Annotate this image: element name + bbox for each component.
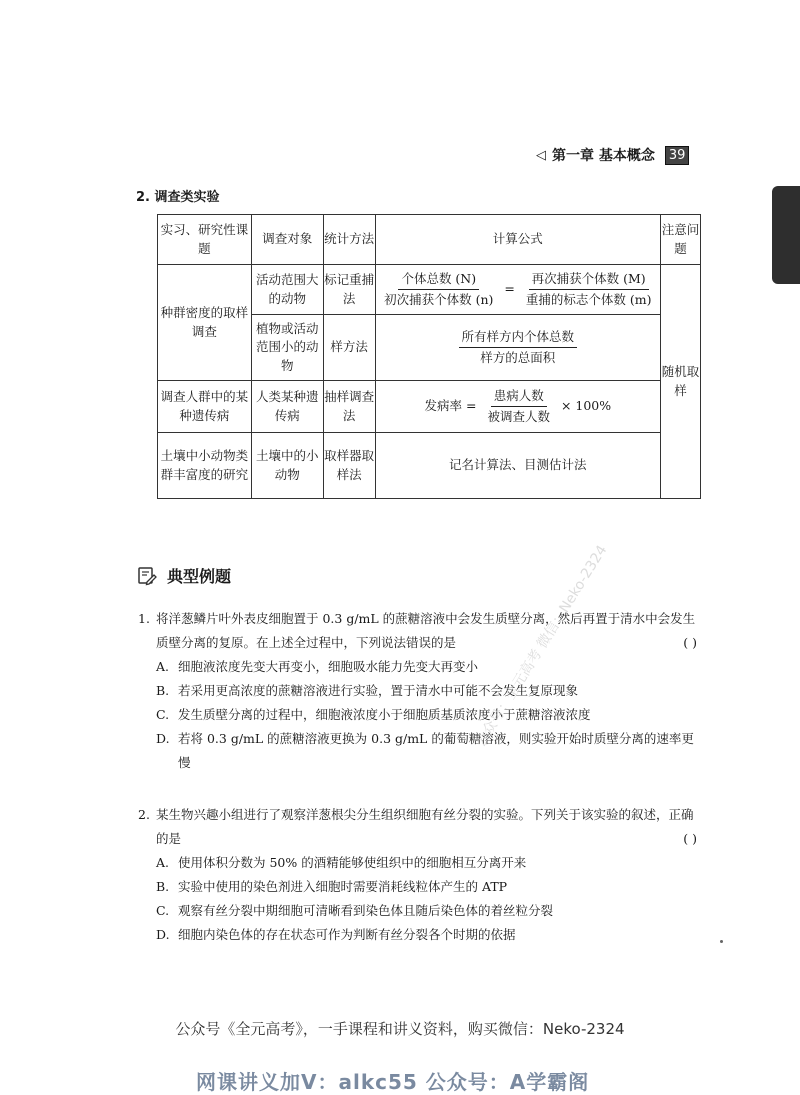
question-2-option-c: C. 观察有丝分裂中期细胞可清晰看到染色体且随后染色体的着丝粒分裂 — [156, 903, 554, 918]
formula-incidence-numerator: 患病人数 — [491, 387, 547, 407]
question-2-answer-blank: ( ) — [683, 831, 697, 846]
object-large-animals: 活动范围大的动物 — [251, 265, 323, 315]
topic-genetic-disease: 调查人群中的某种遗传病 — [158, 381, 252, 433]
footer-note: 公众号《全元高考》，一手课程和讲义资料，购买微信：Neko-2324 — [175, 1020, 625, 1038]
header-note: 注意问题 — [661, 215, 701, 265]
formula-richness: 记名计算法、目测估计法 — [375, 433, 660, 499]
question-2-stem: 某生物兴趣小组进行了观察洋葱根尖分生组织细胞有丝分裂的实验。下列关于该实验的叙述，正确的是 — [156, 807, 694, 846]
pencil-note-icon — [137, 566, 157, 586]
note-random-sampling: 随机取样 — [661, 265, 701, 499]
object-genetic-disease: 人类某种遗传病 — [251, 381, 323, 433]
examples-title: 典型例题 — [167, 567, 232, 586]
page-number: 39 — [665, 146, 690, 165]
formula-incidence-prefix: 发病率 = — [424, 398, 477, 414]
topic-soil-animals: 土壤中小动物类群丰富度的研究 — [158, 433, 252, 499]
question-2-option-d: D. 细胞内染色体的存在状态可作为判断有丝分裂各个时期的依据 — [156, 927, 516, 942]
formula-a-right-numerator: 再次捕获个体数 (M) — [529, 270, 649, 290]
question-2-option-a: A. 使用体积分数为 50% 的酒精能够使组织中的细胞相互分离开来 — [156, 855, 527, 870]
formula-incidence-suffix: × 100% — [560, 398, 612, 414]
formula-incidence — [375, 381, 660, 433]
method-quadrat: 样方法 — [323, 315, 375, 381]
question-1-option-d: D. 若将 0.3 g/mL 的蔗糖溶液更换为 0.3 g/mL 的葡萄糖溶液，则实验开始时质壁分离的速率更慢 — [156, 731, 694, 770]
triangle-icon: ◁ — [536, 147, 546, 163]
topic-population-density: 种群密度的取样调查 — [158, 265, 252, 381]
object-soil-animals: 土壤中的小动物 — [251, 433, 323, 499]
formula-incidence-denominator: 被调查人数 — [487, 409, 550, 424]
question-2-option-b: B. 实验中使用的染色剂进入细胞时需要消耗线粒体产生的 ATP — [156, 879, 508, 894]
formula-a-left-denominator: 初次捕获个体数 (n) — [384, 292, 494, 307]
scan-speck — [720, 940, 723, 943]
question-1-option-b: B. 若采用更高浓度的蔗糖溶液进行实验，置于清水中可能不会发生复原现象 — [156, 683, 579, 698]
object-plants-small-animals: 植物或活动范围小的动物 — [251, 315, 323, 381]
question-1-option-c: C. 发生质壁分离的过程中，细胞液浓度小于细胞质基质浓度小于蔗糖溶液浓度 — [156, 707, 591, 722]
question-1-stem: 将洋葱鳞片叶外表皮细胞置于 0.3 g/mL 的蔗糖溶液中会发生质壁分离，然后再置于清水中会发生质壁分离的复原。在上述全过程中，下列说法错误的是 — [156, 611, 696, 650]
formula-a-right-denominator: 重捕的标志个体数 (m) — [525, 292, 652, 307]
chapter-edge-tab — [772, 186, 800, 284]
watermark: 公众号：全元高考 微信：Neko-2324 — [472, 542, 611, 751]
method-sampling-survey: 抽样调查法 — [323, 381, 375, 433]
page-header — [536, 144, 706, 166]
formula-b-denominator: 样方的总面积 — [480, 350, 556, 365]
question-2-number: 2. — [138, 807, 150, 822]
question-2 — [138, 803, 703, 947]
examples-heading — [137, 564, 231, 587]
chapter-title: 第一章 基本概念 — [552, 148, 655, 164]
survey-experiments-table — [157, 214, 701, 499]
question-1-answer-blank: ( ) — [683, 635, 697, 650]
formula-a-left-numerator: 个体总数 (N) — [398, 270, 479, 290]
formula-a-equals: = — [504, 281, 515, 297]
header-topic: 实习、研究性课题 — [158, 215, 252, 265]
question-1 — [138, 607, 703, 775]
question-1-number: 1. — [138, 611, 150, 626]
header-method: 统计方法 — [323, 215, 375, 265]
method-mark-recapture: 标记重捕法 — [323, 265, 375, 315]
question-1-option-a: A. 细胞液浓度先变大再变小，细胞吸水能力先变大再变小 — [156, 659, 479, 674]
formula-quadrat — [375, 315, 660, 381]
formula-b-numerator: 所有样方内个体总数 — [459, 328, 578, 348]
header-object: 调查对象 — [251, 215, 323, 265]
method-sampler: 取样器取样法 — [323, 433, 375, 499]
footer-cut-text: 网课讲义加V：alkc55 公众号：A学霸阁 — [196, 1070, 590, 1094]
section-title: 2. 调查类实验 — [136, 190, 220, 205]
header-formula: 计算公式 — [375, 215, 660, 265]
formula-mark-recapture — [375, 265, 660, 315]
